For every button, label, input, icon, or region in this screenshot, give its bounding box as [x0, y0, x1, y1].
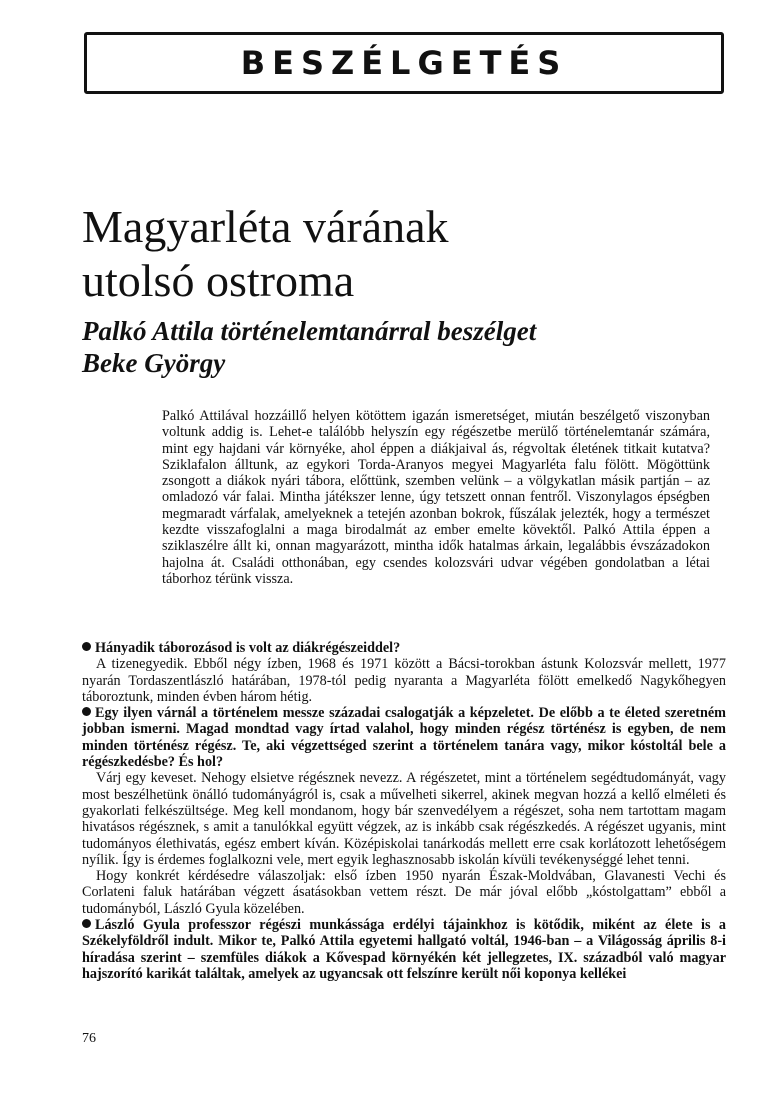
question-3	[82, 917, 726, 982]
question-1-text: Hányadik táborozásod is volt az diákrégészeiddel?	[95, 640, 401, 656]
question-3-text: László Gyula professzor régészi munkássága erdélyi tájainkhoz is kötődik, miként az élete is a Székelyföldről indult. Mikor te, Palkó Attila egyetemi hallgató voltál, 1946-ban – a Világosság április 8-i híradása szerint – szemfüles diákok a Kővespad környékén két jellegzetes, IX. századból való magyar hajszorító karikát találtak, amelyek az ugyancsak ott felszínre került női koponya kellékei	[82, 917, 726, 982]
article-subtitle	[82, 315, 702, 379]
section-label: BESZÉLGETÉS	[240, 44, 568, 82]
answer-2: Várj egy keveset. Nehogy elsietve régésznek nevezz. A régészetet, mint a történelem segédtudományát, vagy most beszélhetünk önálló tudományágról is, csak a művelheti sikerrel, akinek megvan hozzá a kellő elméleti és gyakorlati felkészültsége. Meg kell mondanom, hogy bár szenvedélyem a régészet, soha nem tartottam magam hivatásos régésznek, s amit a tanulókkal együtt végzek, az is inkább csak régészkedés. A régészet ugyanis, mint tudományos élethivatás, egész embert kíván. Középiskolai tanárkodás mellett erre csak korlátozott lehetőségem nyílik. Így is érdemes foglalkozni vele, mert egyik leghasznosabb iskolán kívüli tevékenységgé lehet tenni.	[82, 770, 726, 868]
answer-3: Hogy konkrét kérdésedre válaszoljak: első ízben 1950 nyarán Észak-Moldvában, Glavanesti Vechi és Corlateni faluk határában végzett ásatásokban vettem részt. De már jóval előbb „kóstolgattam” ebből a tudományból, László Gyula közelében.	[82, 868, 726, 917]
intro-paragraph: Palkó Attilával hozzáillő helyen kötöttem igazán ismeretséget, miután beszélgető viszonyban voltunk addig is. Lehet-e találóbb helyszín egy régészetbe merülő történelemtanár számára, mint egy hajdani vár környéke, ahol éppen a diákjaival ás, régvoltak életének titkait kutatva? Sziklafalon álltunk, az egykori Torda-Aranyos megyei Magyarléta falu fölött. Mögöttünk zsongott a diákok nyári tábora, előttünk, szemben velünk – a völgykatlan másik partján – az omladozó vár falai. Mintha játékszer lenne, úgy tetszett onnan fentről. Viszonylagos épségben megmaradt várfalak, amelyeknek a tetején azonban bokrok, fűszálak jelezték, hogy a természet kezdte visszafoglalni a maga birodalmát az ember emelte kövektől. Palkó Attila éppen a sziklaszélre állt ki, onnan magyarázott, mintha idők hatalmas árkain, legalábbis évszázadokon hajolna át. Családi otthonában, egy csendes kolozsvári udvar végében gondolatban a létai táborhoz térünk vissza.	[162, 408, 710, 587]
title-line-2: utolsó ostroma	[82, 255, 355, 306]
interview-body	[82, 640, 726, 982]
section-header-box	[84, 32, 724, 94]
answer-1: A tizenegyedik. Ebből négy ízben, 1968 és 1971 között a Bácsi-torokban ástunk Kolozsvár mellett, 1977 nyarán Tordaszentlászló határában, 1978-tól pedig nyaranta a Magyarléta fölött emelkedő Nagykőhegyen táboroztunk, minden évben három hétig.	[82, 656, 726, 705]
bullet-icon	[82, 707, 91, 716]
bullet-icon	[82, 919, 91, 928]
page-number: 76	[82, 1031, 96, 1046]
question-1	[82, 640, 726, 656]
subtitle-line-1: Palkó Attila történelemtanárral beszélget	[82, 316, 537, 346]
question-2-text: Egy ilyen várnál a történelem messze századai csalogatják a képzeletet. De előbb a te életed szeretném jobban ismerni. Magad mondtad vagy írtad valahol, hogy minden régész történész is egyben, de nem minden történész régész. Te, aki végzettséged szerint a történelem tanára vagy, mikor kóstoltál bele a régészkedésbe? És hol?	[82, 705, 726, 771]
bullet-icon	[82, 642, 91, 651]
question-2	[82, 705, 726, 770]
author-name: Beke György	[82, 348, 226, 378]
title-line-1: Magyarléta várának	[82, 201, 449, 252]
article-title	[82, 200, 702, 308]
